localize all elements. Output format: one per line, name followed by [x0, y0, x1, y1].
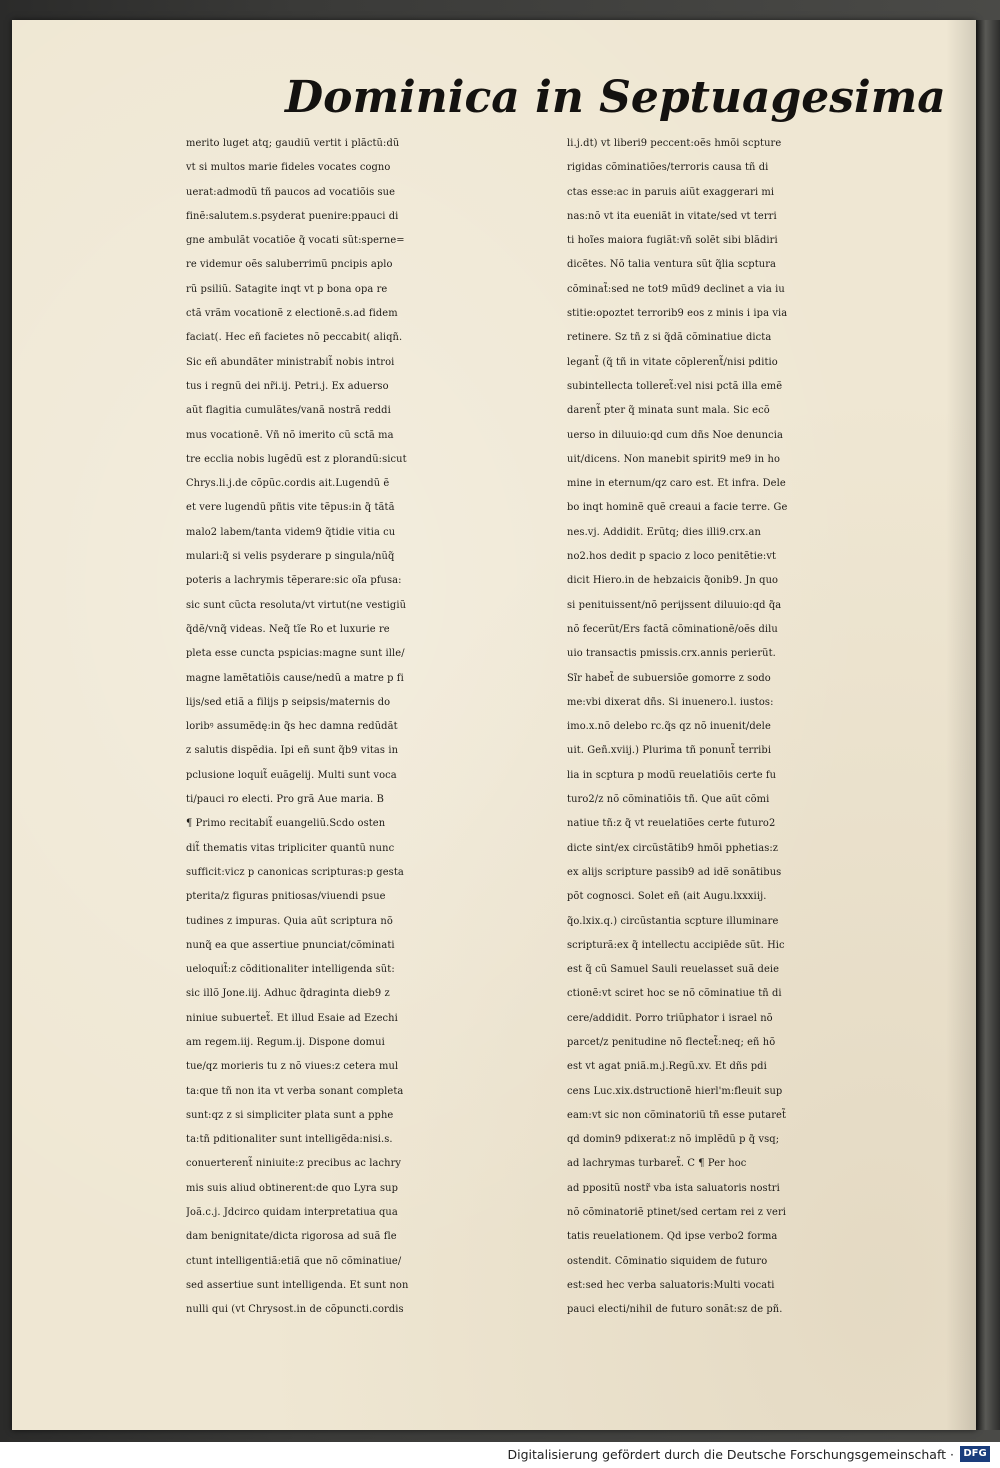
text-line: parcet/z penitudine nõ flectet̃:neq; eñ hõ	[567, 1036, 776, 1048]
text-line: finẽ:salutem.s.psyderat puenire:ppauci di	[186, 210, 399, 222]
text-line: lijs/sed etiã a filijs p seipsis/maternis do	[186, 696, 391, 708]
text-line: ueloquit̃:z cõditionaliter intelligenda sũt:	[186, 964, 395, 976]
text-line: Joã.c.j. Jdcirco quidam interpretatiua qua	[186, 1207, 398, 1219]
text-line: natiue tñ:z q̃ vt reuelatiões certe futuro2	[567, 818, 776, 830]
text-line: est q̃ cũ Samuel Sauli reuelasset suã deie	[567, 964, 780, 976]
text-line: nes.vj. Addidit. Erũtq; dies illi9.crx.an	[567, 526, 761, 538]
text-line: re videmur oẽs saluberrimũ pncipis aplo	[186, 259, 393, 271]
text-line: uerat:admodũ tñ paucos ad vocatiõis sue	[186, 186, 396, 198]
text-line: dicẽtes. Nõ talia ventura sũt q̃lia scptura	[567, 259, 777, 271]
text-line: mus vocationẽ. Vñ nõ imerito cũ sctã ma	[186, 429, 394, 441]
text-line: pleta esse cuncta pspicias:magne sunt ille/	[186, 648, 405, 660]
text-line: magne lamẽtatiõis cause/nedũ a matre p fi	[186, 672, 404, 684]
text-line: cens Luc.xix.dstructionẽ hierl'm:fleuit sup	[567, 1085, 783, 1097]
text-line: loribꝰ assumẽdę:in q̃s hec damna redũdãt	[186, 721, 398, 733]
text-line: nunq̃ ea que assertiue pnunciat/cõminati	[186, 939, 395, 951]
text-line: sunt:qz z si simpliciter plata sunt a pphe	[186, 1109, 394, 1121]
text-line: nõ cõminatoriẽ ptinet/sed certam rei z veri	[567, 1207, 787, 1219]
text-line: nulli qui (vt Chrysost.in de cõpuncti.cordis	[186, 1304, 404, 1316]
text-line: imo.x.nõ delebo rc.q̃s qz nõ inuenit/dele	[567, 721, 771, 733]
text-line: faciat(. Hec eñ facietes nõ peccabit( aliqñ.	[186, 332, 403, 344]
text-line: niniue subuertet̃. Et illud Esaie ad Ezechi	[186, 1012, 398, 1024]
digitization-credit: Digitalisierung gefördert durch die Deutsche Forschungsgemeinschaft ·	[507, 1447, 954, 1462]
text-line: et vere lugendũ pñtis vite tẽpus:in q̃ tãtã	[186, 502, 395, 514]
text-line: q̃o.lxix.q.) circũstantia scpture illuminare	[567, 915, 779, 927]
text-line: dicte sint/ex circũstãtib9 hmõi pphetias:z	[567, 842, 779, 854]
dfg-logo: DFG	[960, 1446, 990, 1462]
text-line: tre ecclia nobis lugẽdũ est z plorandũ:sicut	[186, 453, 407, 465]
text-line: pauci electi/nihil de futuro sonãt:sz de pñ.	[567, 1304, 783, 1316]
text-line: pclusione loquit̃ euãgelij. Multi sunt voca	[186, 769, 397, 781]
text-line: uit. Geñ.xviij.) Plurima tñ ponunt̃ terribi	[567, 745, 772, 757]
text-line: q̃dẽ/vnq̃ videas. Neq̃ tĩe Ro et luxurie re	[186, 623, 390, 635]
text-column-left	[186, 132, 566, 1323]
text-line: aũt flagitia cumulãtes/vanã nostrã reddi	[186, 405, 391, 417]
text-line: stitie:opoztet terrorib9 eos z minis i ipa via	[567, 308, 788, 320]
text-line: cere/addidit. Porro triũphator i israel nõ	[567, 1012, 773, 1024]
text-line: lia in scptura p modũ reuelatiõis certe fu	[567, 769, 777, 781]
text-line: subintellecta tolleret̃:vel nisi pctã illa emẽ	[567, 380, 783, 392]
text-line: mine in eternum/qz caro est. Et infra. Dele	[567, 478, 786, 490]
text-line: mulari:q̃ si velis psyderare p singula/nũq̃	[186, 551, 395, 563]
text-line: legant̃ (q̃ tñ in vitate cõplerent̃/nisi pditio	[567, 356, 778, 368]
text-line: uio transactis pmissis.crx.annis perierũt.	[567, 648, 776, 660]
text-line: si penituissent/nõ perijssent diluuio:qd q̃a	[567, 599, 782, 611]
text-line: sed assertiue sunt intelligenda. Et sunt non	[186, 1279, 409, 1291]
page-edge	[976, 20, 1000, 1430]
text-line: vt si multos marie fideles vocates cogno	[186, 162, 391, 174]
text-line: poteris a lachrymis tẽperare:sic oĩa pfusa:	[186, 575, 402, 587]
text-line: dicit Hiero.in de hebzaicis q̃onib9. Jn quo	[567, 575, 779, 587]
text-line: turo2/z nõ cõminatiõis tñ. Que aũt cõmi	[567, 794, 770, 806]
text-column-right	[567, 132, 947, 1323]
text-line: conuerterent̃ niniuite:z precibus ac lachry	[186, 1158, 402, 1170]
text-line: pterita/z figuras pnitiosas/viuendi psue	[186, 891, 386, 903]
text-line: tue/qz morieris tu z nõ viues:z cetera mul	[186, 1061, 399, 1073]
text-line: li.j.dt) vt liberi9 peccent:oẽs hmõi scpture	[567, 138, 782, 149]
text-line: põt cognosci. Solet eñ (ait Augu.lxxxiij.	[567, 891, 767, 903]
text-line: eam:vt sic non cõminatoriũ tñ esse putaret̃	[567, 1109, 787, 1121]
text-line: rigidas cõminatiões/terroris causa tñ di	[567, 162, 769, 174]
text-line: est:sed hec verba saluatoris:Multi vocati	[567, 1279, 775, 1291]
text-line: ctionẽ:vt sciret hoc se nõ cõminatiue tñ di	[567, 988, 782, 1000]
text-line: merito luget atq; gaudiũ vertit i plãctũ:dũ	[186, 138, 400, 149]
text-line: ex alijs scripture passib9 ad idẽ sonãtibus	[567, 866, 782, 878]
text-line: tatis reuelationem. Qd ipse verbo2 forma	[567, 1231, 778, 1243]
text-line: ad ppositũ nostr̃ vba ista saluatoris nostri	[567, 1182, 780, 1194]
text-line: ta:que tñ non ita vt verba sonant completa	[186, 1085, 404, 1097]
text-line: tus i regnũ dei nr̃i.ij. Petri.j. Ex aduerso	[186, 380, 389, 392]
running-head: Dominica in Septuagesima	[285, 72, 946, 123]
text-line: sufficit:vicz p canonicas scripturas:p gesta	[186, 866, 404, 878]
text-line: me:vbi dixerat dñs. Si inuenero.l. iustos:	[567, 696, 774, 708]
text-line: darent̃ pter q̃ minata sunt mala. Sic ecõ	[567, 405, 770, 417]
text-line: qd domin9 pdixerat:z nõ implẽdũ p q̃ vsq;	[567, 1134, 780, 1146]
text-line: ctã vrãm vocationẽ z electionẽ.s.ad fidem	[186, 308, 398, 320]
text-line: am regem.iij. Regum.ij. Dispone domui	[186, 1036, 385, 1048]
text-line: ctunt intelligentiã:etiã que nõ cõminatiue/	[186, 1255, 402, 1267]
text-line: no2.hos dedit p spacio z loco penitẽtie:vt	[567, 551, 777, 563]
text-line: Sic eñ abundãter ministrabit̃ nobis introi	[186, 356, 395, 368]
text-line: malo2 labem/tanta videm9 q̃tidie vitia cu	[186, 526, 396, 538]
text-line: ti/pauci ro electi. Pro grã Aue maria. B	[186, 794, 384, 806]
text-line: bo inqt hominẽ quẽ creaui a facie terre. Ge	[567, 502, 788, 514]
text-line: rũ psiliũ. Satagite inqt vt p bona opa re	[186, 283, 388, 295]
text-line: uerso in diluuio:qd cum dñs Noe denuncia	[567, 429, 783, 441]
text-line: ¶ Primo recitabit̃ euangeliũ.Scdo osten	[186, 818, 386, 830]
text-line: z salutis dispẽdia. Ipi eñ sunt q̃b9 vitas in	[186, 745, 399, 757]
text-line: dit̃ thematis vitas tripliciter quantũ nunc	[186, 842, 395, 854]
text-line: ad lachrymas turbaret̃. C ¶ Per hoc	[567, 1158, 747, 1170]
text-line: retinere. Sz tñ z si q̃dã cõminatiue dicta	[567, 332, 772, 344]
text-line: mis suis aliud obtinerent:de quo Lyra sup	[186, 1182, 398, 1194]
text-line: scripturã:ex q̃ intellectu accipiẽde sũt. Hic	[567, 939, 785, 951]
page-fold-shadow	[946, 20, 976, 1430]
text-line: nas:nõ vt ita eueniãt in vitate/sed vt terri	[567, 210, 777, 222]
text-line: est vt agat pniã.m.j.Regũ.xv. Et dñs pdi	[567, 1061, 767, 1073]
text-line: uit/dicens. Non manebit spirit9 me9 in ho	[567, 453, 781, 465]
text-line: ostendit. Cõminatio siquidem de futuro	[567, 1255, 768, 1267]
text-line: Sĩr habet̃ de subuersiõe gomorre z sodo	[567, 672, 771, 684]
text-line: Chrys.li.j.de cõpũc.cordis ait.Lugendũ ẽ	[186, 478, 390, 490]
text-line: nõ fecerũt/Ers factã cõminationẽ/oẽs dilu	[567, 623, 778, 635]
text-line: gne ambulãt vocatiõe q̃ vocati sũt:sperne=	[186, 235, 405, 247]
text-line: ta:tñ pditionaliter sunt intelligẽda:nisi.s.	[186, 1134, 393, 1146]
text-line: sic sunt cũcta resoluta/vt virtut(ne vestigiũ	[186, 599, 407, 611]
text-line: dam benignitate/dicta rigorosa ad suã fle	[186, 1231, 397, 1243]
text-line: ti hoĩes maiora fugiãt:vñ solẽt sibi blãdiri	[567, 235, 778, 247]
text-line: sic illõ Jone.iij. Adhuc q̃draginta dieb9 z	[186, 988, 390, 1000]
text-line: ctas esse:ac in paruis aiũt exaggerari mi	[567, 186, 775, 198]
text-line: cõminat̃:sed ne tot9 mũd9 declinet a via iu	[567, 283, 785, 295]
text-line: tudines z impuras. Quia aũt scriptura nõ	[186, 915, 393, 927]
